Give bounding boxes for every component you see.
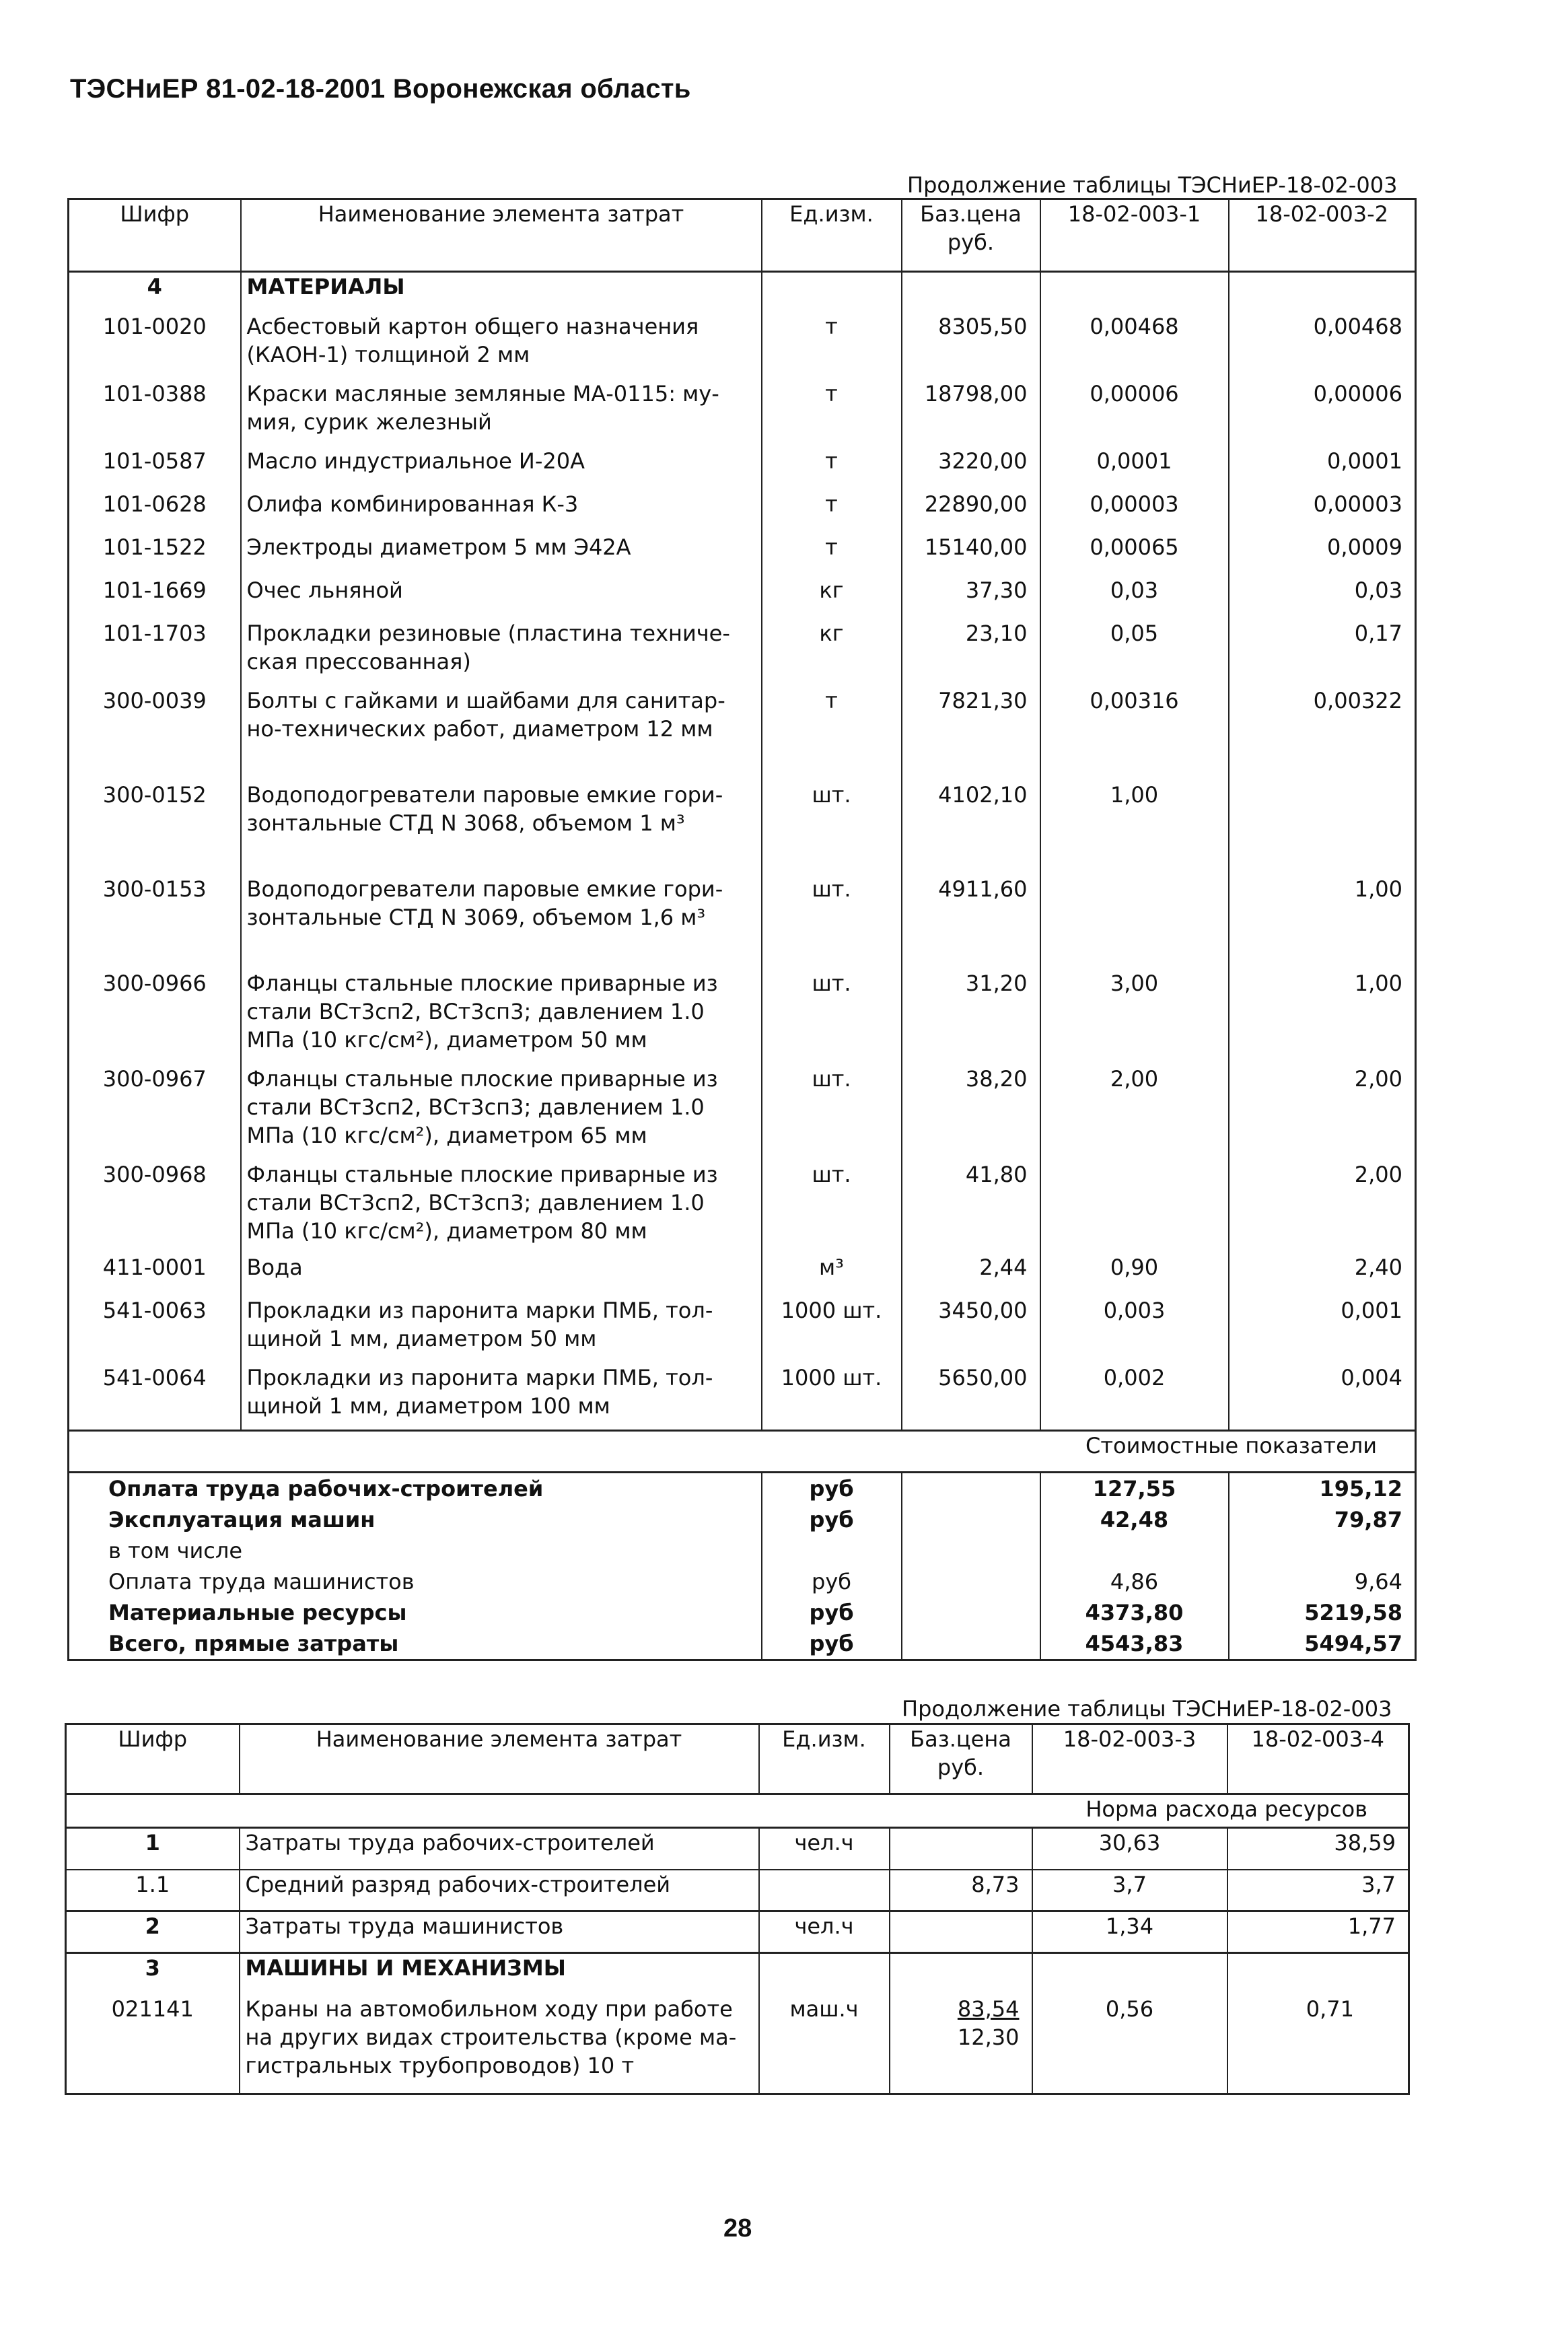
machine-v2: 0,71 (1227, 1995, 1409, 2094)
col-header-v2: 18-02-003-2 (1229, 199, 1416, 272)
material-unit: шт. (762, 1160, 902, 1253)
material-name-line: Краски масляные земляные МА-0115: му- (246, 380, 719, 407)
summary-price (902, 1628, 1040, 1660)
material-value-2: 0,17 (1229, 619, 1416, 686)
material-price: 5650,00 (902, 1364, 1040, 1431)
resource-code: 1 (66, 1828, 240, 1870)
material-name (241, 380, 762, 447)
material-row (69, 969, 1416, 1065)
material-row (69, 1364, 1416, 1431)
material-price: 31,20 (902, 969, 1040, 1065)
material-name-line: Электроды диаметром 5 мм Э42А (246, 534, 631, 560)
material-value-1 (1040, 875, 1229, 969)
material-name (241, 619, 762, 686)
summary-unit: руб (762, 1504, 902, 1535)
material-row (69, 781, 1416, 875)
material-value-1: 0,00006 (1040, 380, 1229, 447)
material-name (241, 312, 762, 380)
material-name-line: МПа (10 кгс/см²), диаметром 50 мм (246, 1026, 647, 1053)
material-value-2: 0,0009 (1229, 533, 1416, 576)
col-header-name: Наименование элемента затрат (240, 1724, 759, 1794)
material-name-line: Прокладки резиновые (пластина техниче- (246, 620, 730, 646)
summary-row (69, 1535, 1416, 1566)
material-name-line: Водоподогреватели паровые емкие гори- (246, 876, 723, 902)
material-value-1: 0,00316 (1040, 686, 1229, 781)
resource-price (890, 1911, 1032, 1953)
resource-price: 8,73 (890, 1870, 1032, 1911)
resource-code: 2 (66, 1911, 240, 1953)
summary-unit: руб (762, 1628, 902, 1660)
material-row (69, 380, 1416, 447)
summary-price (902, 1535, 1040, 1566)
summary-label: Оплата труда машинистов (108, 1569, 415, 1594)
material-name-line: Водоподогреватели паровые емкие гори- (246, 781, 723, 808)
material-value-2: 2,40 (1229, 1253, 1416, 1296)
material-name-line: зонтальные СТД N 3068, объемом 1 м³ (246, 810, 685, 836)
summary-label: в том числе (108, 1538, 242, 1563)
material-value-1: 2,00 (1040, 1065, 1229, 1160)
material-name (241, 1296, 762, 1364)
summary-price (902, 1504, 1040, 1535)
material-row (69, 533, 1416, 576)
material-value-2: 2,00 (1229, 1160, 1416, 1253)
material-code: 101-0388 (102, 380, 207, 407)
material-price: 15140,00 (902, 533, 1040, 576)
machine-code: 021141 (111, 1996, 194, 2022)
material-value-2 (1229, 781, 1416, 875)
material-name-line: щиной 1 мм, диаметром 100 мм (246, 1393, 610, 1419)
machine-name-line: Краны на автомобильном ходу при работе (245, 1996, 733, 2022)
material-code: 101-1522 (102, 534, 207, 560)
material-row (69, 875, 1416, 969)
material-row (69, 686, 1416, 781)
material-name-line: МПа (10 кгс/см²), диаметром 80 мм (246, 1218, 647, 1244)
material-unit: т (762, 490, 902, 533)
material-name-line: Масло индустриальное И-20А (246, 448, 585, 474)
material-value-2: 0,0001 (1229, 447, 1416, 490)
material-unit: т (762, 447, 902, 490)
material-code: 101-0020 (102, 313, 207, 339)
material-name-line: Прокладки из паронита марки ПМБ, тол- (246, 1297, 713, 1323)
material-row (69, 312, 1416, 380)
summary-label: Эксплуатация машин (108, 1507, 376, 1532)
summary-unit: руб (762, 1597, 902, 1628)
material-name-line: (КАОН-1) толщиной 2 мм (246, 341, 530, 367)
summary-row (69, 1628, 1416, 1660)
material-unit: кг (762, 576, 902, 619)
material-value-1: 0,002 (1040, 1364, 1229, 1431)
material-price: 41,80 (902, 1160, 1040, 1253)
machine-v1: 0,56 (1032, 1995, 1227, 2094)
resource-unit: чел.ч (759, 1911, 890, 1953)
summary-value-1: 4373,80 (1040, 1597, 1229, 1628)
material-name (241, 969, 762, 1065)
material-code: 541-0064 (102, 1364, 207, 1390)
summary-label: Материальные ресурсы (108, 1600, 407, 1625)
col-header-price: Баз.цена руб. (902, 199, 1040, 272)
material-value-2: 1,00 (1229, 969, 1416, 1065)
material-row (69, 576, 1416, 619)
material-price: 38,20 (902, 1065, 1040, 1160)
resource-price (890, 1828, 1032, 1870)
section-row (66, 1953, 1409, 1995)
material-code: 300-0152 (102, 781, 207, 808)
resource-row (66, 1828, 1409, 1870)
material-name-line: Прокладки из паронита марки ПМБ, тол- (246, 1364, 713, 1390)
material-row (69, 619, 1416, 686)
material-value-2: 0,001 (1229, 1296, 1416, 1364)
section-row (69, 272, 1416, 312)
col-header-v4: 18-02-003-4 (1227, 1724, 1409, 1794)
summary-value-1 (1040, 1535, 1229, 1566)
machine-row (66, 1995, 1409, 2094)
summary-value-2: 79,87 (1229, 1504, 1416, 1535)
material-value-2: 0,00003 (1229, 490, 1416, 533)
material-price: 18798,00 (902, 380, 1040, 447)
material-name-line: стали ВСт3сп2, ВСт3сп3; давлением 1.0 (246, 1189, 705, 1215)
material-unit: 1000 шт. (762, 1364, 902, 1431)
section-name: МАШИНЫ И МЕХАНИЗМЫ (240, 1953, 759, 1995)
summary-value-2: 5494,57 (1229, 1628, 1416, 1660)
material-name-line: зонтальные СТД N 3069, объемом 1,6 м³ (246, 904, 706, 930)
material-value-2: 0,00322 (1229, 686, 1416, 781)
resource-name: Затраты труда машинистов (240, 1911, 759, 1953)
material-name-line: МПа (10 кгс/см²), диаметром 65 мм (246, 1122, 647, 1148)
norm-caption-row (66, 1794, 1409, 1828)
summary-value-1: 42,48 (1040, 1504, 1229, 1535)
material-value-1: 0,003 (1040, 1296, 1229, 1364)
resource-row (66, 1911, 1409, 1953)
material-code: 300-0966 (102, 970, 207, 996)
summary-label: Всего, прямые затраты (108, 1631, 399, 1656)
material-unit: шт. (762, 875, 902, 969)
material-name (241, 686, 762, 781)
summary-value-1: 4543,83 (1040, 1628, 1229, 1660)
material-name-line: щиной 1 мм, диаметром 50 мм (246, 1325, 597, 1351)
summary-row (69, 1473, 1416, 1505)
machine-name (240, 1995, 759, 2094)
summary-value-2: 5219,58 (1229, 1597, 1416, 1628)
material-code: 101-0587 (102, 448, 207, 474)
material-name-line: Очес льняной (246, 577, 403, 603)
cost-caption: Стоимостные показатели (69, 1431, 1416, 1473)
material-price: 2,44 (902, 1253, 1040, 1296)
material-value-1: 0,00065 (1040, 533, 1229, 576)
material-value-1: 0,00468 (1040, 312, 1229, 380)
table1-continuation-caption: Продолжение таблицы ТЭСНиЕР-18-02-003 (907, 172, 1398, 198)
machine-unit: маш.ч (759, 1995, 890, 2094)
machine-price-top: 83,54 (957, 1996, 1020, 2022)
material-name (241, 447, 762, 490)
summary-unit: руб (762, 1566, 902, 1597)
material-price: 3450,00 (902, 1296, 1040, 1364)
material-name-line: стали ВСт3сп2, ВСт3сп3; давлением 1.0 (246, 1094, 705, 1120)
material-name (241, 1364, 762, 1431)
cost-caption-row (69, 1431, 1416, 1473)
resource-value-4: 38,59 (1227, 1828, 1409, 1870)
summary-row (69, 1504, 1416, 1535)
resource-value-3: 1,34 (1032, 1911, 1227, 1953)
material-row (69, 1065, 1416, 1160)
summary-price (902, 1473, 1040, 1505)
col-header-name: Наименование элемента затрат (241, 199, 762, 272)
material-name-line: Вода (246, 1254, 303, 1280)
material-code: 411-0001 (102, 1254, 207, 1280)
resource-row (66, 1870, 1409, 1911)
material-price: 22890,00 (902, 490, 1040, 533)
material-name (241, 576, 762, 619)
resource-value-3: 3,7 (1032, 1870, 1227, 1911)
summary-price (902, 1566, 1040, 1597)
material-name-line: но-технических работ, диаметром 12 мм (246, 715, 713, 742)
material-name-line: стали ВСт3сп2, ВСт3сп3; давлением 1.0 (246, 998, 705, 1024)
col-header-code: Шифр (66, 1724, 240, 1794)
material-name-line: мия, сурик железный (246, 409, 492, 435)
resource-unit: чел.ч (759, 1828, 890, 1870)
material-unit: 1000 шт. (762, 1296, 902, 1364)
resource-name: Затраты труда рабочих-строителей (240, 1828, 759, 1870)
section-name: МАТЕРИАЛЫ (241, 272, 762, 312)
material-code: 300-0967 (102, 1065, 207, 1092)
material-code: 300-0968 (102, 1161, 207, 1187)
col-header-v1: 18-02-003-1 (1040, 199, 1229, 272)
material-price: 7821,30 (902, 686, 1040, 781)
table2 (65, 1723, 1410, 2095)
material-name-line: Асбестовый картон общего назначения (246, 313, 699, 339)
material-row (69, 447, 1416, 490)
page-number: 28 (723, 2214, 752, 2243)
material-code: 300-0153 (102, 876, 207, 902)
material-name (241, 1065, 762, 1160)
col-header-code: Шифр (69, 199, 241, 272)
material-value-1: 0,05 (1040, 619, 1229, 686)
material-name-line: Фланцы стальные плоские приварные из (246, 1065, 718, 1092)
resource-code: 1.1 (66, 1870, 240, 1911)
material-name-line: ская прессованная) (246, 648, 471, 674)
material-unit: шт. (762, 969, 902, 1065)
summary-value-2 (1229, 1535, 1416, 1566)
material-name-line: Олифа комбинированная К-3 (246, 491, 579, 517)
material-value-2: 0,00468 (1229, 312, 1416, 380)
material-unit: т (762, 686, 902, 781)
section-code: 3 (66, 1953, 240, 1995)
material-code: 541-0063 (102, 1297, 207, 1323)
summary-row (69, 1597, 1416, 1628)
col-header-unit: Ед.изм. (759, 1724, 890, 1794)
material-name-line: Болты с гайками и шайбами для санитар- (246, 687, 725, 713)
summary-label: Оплата труда рабочих-строителей (69, 1473, 762, 1505)
machine-price (890, 1995, 1032, 2094)
norm-caption: Норма расхода ресурсов (1085, 1796, 1367, 1822)
material-price: 3220,00 (902, 447, 1040, 490)
material-value-2: 0,00006 (1229, 380, 1416, 447)
section-code: 4 (147, 274, 162, 299)
material-unit: шт. (762, 781, 902, 875)
resource-name: Средний разряд рабочих-строителей (240, 1870, 759, 1911)
table2-continuation-caption: Продолжение таблицы ТЭСНиЕР-18-02-003 (902, 1696, 1392, 1722)
material-price: 37,30 (902, 576, 1040, 619)
summary-value-2: 9,64 (1229, 1566, 1416, 1597)
material-name (241, 781, 762, 875)
material-row (69, 490, 1416, 533)
machine-name-line: на других видах строительства (кроме ма- (245, 2024, 737, 2050)
material-code: 101-1703 (102, 620, 207, 646)
material-price: 23,10 (902, 619, 1040, 686)
machine-name-line: гистральных трубопроводов) 10 т (245, 2052, 635, 2078)
summary-price (902, 1597, 1040, 1628)
material-row (69, 1296, 1416, 1364)
material-name-line: Фланцы стальные плоские приварные из (246, 970, 718, 996)
summary-unit: руб (762, 1473, 902, 1505)
material-price: 8305,50 (902, 312, 1040, 380)
summary-row (69, 1566, 1416, 1597)
material-code: 101-1669 (102, 577, 207, 603)
material-name (241, 1160, 762, 1253)
summary-value-2: 195,12 (1229, 1473, 1416, 1505)
material-value-1: 3,00 (1040, 969, 1229, 1065)
resource-unit (759, 1870, 890, 1911)
material-name-line: Фланцы стальные плоские приварные из (246, 1161, 718, 1187)
material-unit: м³ (762, 1253, 902, 1296)
material-row (69, 1160, 1416, 1253)
material-value-1: 1,00 (1040, 781, 1229, 875)
material-name (241, 490, 762, 533)
col-header-price: Баз.цена руб. (890, 1724, 1032, 1794)
material-price: 4911,60 (902, 875, 1040, 969)
material-row (69, 1253, 1416, 1296)
col-header-v3: 18-02-003-3 (1032, 1724, 1227, 1794)
material-code: 300-0039 (102, 687, 207, 713)
material-value-2: 2,00 (1229, 1065, 1416, 1160)
table1 (67, 198, 1417, 1661)
material-value-1: 0,00003 (1040, 490, 1229, 533)
material-unit: кг (762, 619, 902, 686)
material-value-1 (1040, 1160, 1229, 1253)
summary-value-1: 127,55 (1040, 1473, 1229, 1505)
summary-unit (762, 1535, 902, 1566)
material-name (241, 875, 762, 969)
material-value-2: 0,004 (1229, 1364, 1416, 1431)
material-price: 4102,10 (902, 781, 1040, 875)
material-unit: т (762, 312, 902, 380)
material-code: 101-0628 (102, 491, 207, 517)
resource-value-4: 1,77 (1227, 1911, 1409, 1953)
document-title: ТЭСНиЕР 81-02-18-2001 Воронежская область (70, 74, 691, 104)
material-name (241, 1253, 762, 1296)
machine-price-bottom: 12,30 (957, 2024, 1020, 2050)
material-value-2: 0,03 (1229, 576, 1416, 619)
material-value-1: 0,90 (1040, 1253, 1229, 1296)
resource-value-4: 3,7 (1227, 1870, 1409, 1911)
col-header-unit: Ед.изм. (762, 199, 902, 272)
table1-header-row (69, 199, 1416, 272)
material-value-2: 1,00 (1229, 875, 1416, 969)
summary-value-1: 4,86 (1040, 1566, 1229, 1597)
material-unit: т (762, 380, 902, 447)
table2-header-row (66, 1724, 1409, 1794)
material-value-1: 0,03 (1040, 576, 1229, 619)
material-name (241, 533, 762, 576)
resource-value-3: 30,63 (1032, 1828, 1227, 1870)
material-value-1: 0,0001 (1040, 447, 1229, 490)
material-unit: т (762, 533, 902, 576)
material-unit: шт. (762, 1065, 902, 1160)
